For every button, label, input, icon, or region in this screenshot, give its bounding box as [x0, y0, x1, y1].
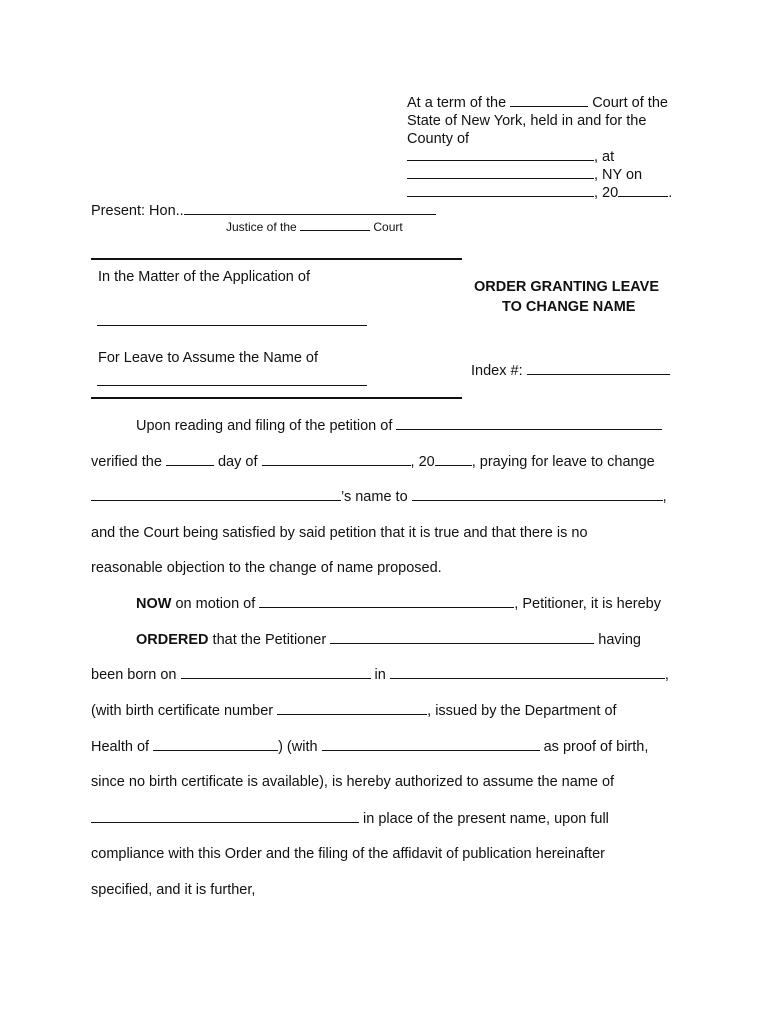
body-line-6	[136, 595, 661, 613]
text: , praying for leave to change	[471, 454, 655, 470]
court-term-line	[407, 94, 668, 112]
matter-leave: For Leave to Assume the Name of	[98, 350, 319, 366]
text: , 20	[410, 454, 435, 470]
certificate-number-blank[interactable]	[277, 702, 427, 715]
text: At a term of the	[407, 95, 511, 111]
assumed-name-blank[interactable]	[91, 810, 359, 823]
text: , NY on	[594, 167, 643, 183]
date-blank[interactable]	[407, 184, 594, 197]
text: NOW	[136, 596, 172, 612]
body-line-1	[136, 417, 662, 435]
body-line-9	[91, 702, 617, 720]
title-line-2: TO CHANGE NAME	[502, 299, 636, 315]
judge-blank[interactable]	[184, 202, 436, 215]
health-dept-blank[interactable]	[153, 738, 278, 751]
county-blank[interactable]	[407, 148, 594, 161]
text: Index #:	[471, 363, 527, 379]
county-line	[407, 148, 614, 166]
month-blank[interactable]	[262, 453, 411, 466]
body-line-4: and the Court being satisfied by said petition that it is true and that there is no	[91, 525, 588, 541]
new-name-blank[interactable]	[412, 488, 663, 501]
state-line: State of New York, held in and for the	[407, 113, 647, 129]
text: that the Petitioner	[208, 632, 331, 648]
text: day of	[213, 454, 262, 470]
text: in place of the present name, upon full	[359, 811, 609, 827]
motion-blank[interactable]	[259, 595, 514, 608]
body-line-5: reasonable objection to the change of name proposed.	[91, 560, 442, 576]
text: Court	[370, 220, 403, 234]
text: ) (with	[278, 739, 322, 755]
text: Health of	[91, 739, 154, 755]
text: on motion of	[171, 596, 260, 612]
proof-blank[interactable]	[322, 738, 540, 751]
text: Justice of the	[226, 220, 301, 234]
index-blank[interactable]	[527, 362, 670, 375]
petitioner-blank[interactable]	[330, 631, 594, 644]
text: verified the	[91, 454, 166, 470]
text: ,	[664, 667, 669, 683]
body-line-12	[91, 810, 609, 828]
new-name-blank[interactable]	[97, 385, 367, 386]
body-line-7	[136, 631, 641, 649]
body-line-3	[91, 488, 667, 506]
day-blank[interactable]	[166, 453, 214, 466]
body-line-10	[91, 738, 648, 756]
body-line-11: since no birth certificate is available), is hereby authorized to assume the name of	[91, 774, 615, 790]
text: (with birth certificate number	[91, 703, 278, 719]
justice-line	[226, 218, 403, 236]
body-line-8	[91, 666, 669, 684]
body-line-2	[91, 453, 655, 471]
divider-bottom	[91, 397, 462, 399]
text: , Petitioner, it is hereby	[514, 596, 661, 612]
text: ’s name to	[341, 489, 412, 505]
text: having	[594, 632, 641, 648]
year-blank[interactable]	[435, 453, 472, 466]
title-line-1: ORDER GRANTING LEAVE	[474, 279, 660, 295]
index-line	[471, 362, 670, 380]
court-blank[interactable]	[510, 94, 588, 107]
text: been born on	[91, 667, 181, 683]
petitioner-name-blank[interactable]	[396, 417, 662, 430]
birth-place-blank[interactable]	[390, 666, 665, 679]
text: , at	[594, 149, 615, 165]
person-blank[interactable]	[91, 488, 341, 501]
text: , 20	[594, 185, 619, 201]
text: ,	[662, 489, 667, 505]
divider-top	[91, 258, 462, 260]
date-line	[407, 184, 672, 202]
text: Upon reading and filing of the petition of	[136, 418, 397, 434]
birth-date-blank[interactable]	[181, 666, 371, 679]
text: in	[370, 667, 390, 683]
body-line-14: specified, and it is further,	[91, 882, 256, 898]
year-blank[interactable]	[618, 184, 668, 197]
text: ORDERED	[136, 632, 209, 648]
justice-court-blank[interactable]	[300, 220, 370, 231]
matter-application: In the Matter of the Application of	[98, 269, 310, 285]
location-line	[407, 166, 642, 184]
text: Present: Hon..	[91, 203, 184, 219]
petitioner-blank[interactable]	[97, 325, 367, 326]
text: , issued by the Department of	[427, 703, 617, 719]
county-label: County of	[407, 131, 470, 147]
text: .	[668, 185, 673, 201]
body-line-13: compliance with this Order and the filing of the affidavit of publication hereinafter	[91, 846, 605, 862]
city-blank[interactable]	[407, 166, 594, 179]
text: Court of the	[588, 95, 668, 111]
text: as proof of birth,	[539, 739, 649, 755]
